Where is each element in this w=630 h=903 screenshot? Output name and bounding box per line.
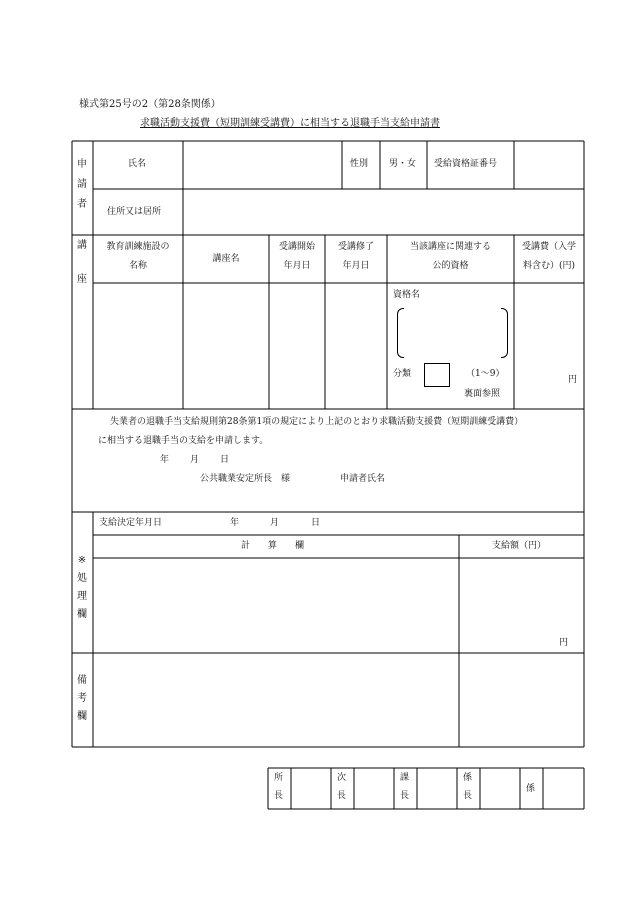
remarks-side-field[interactable]	[460, 654, 583, 746]
applicant-signature-label: 申請者氏名	[340, 474, 386, 484]
bracket-right	[501, 308, 508, 358]
declaration-month: 月	[190, 455, 200, 465]
decision-day: 日	[311, 518, 321, 528]
reverse-note: 裏面参照	[464, 389, 501, 399]
decision-date-label: 支給決定年月日	[99, 518, 163, 528]
cert-number-label: 受給資格証番号	[434, 159, 498, 169]
gender-choice[interactable]: 男・女	[389, 159, 417, 169]
facility-field[interactable]	[94, 284, 182, 408]
facility-header: 教育訓練施設の 名称	[106, 242, 170, 271]
fee-header: 受講費（入学 料含む）(円)	[521, 242, 576, 271]
declaration-line-2: に相当する退職手当の支給を申請します。	[98, 436, 269, 446]
qualification-name-label: 資格名	[393, 290, 421, 300]
decision-year: 年	[230, 518, 240, 528]
approval-director-label: 所 長	[274, 773, 284, 801]
address-field[interactable]	[185, 190, 583, 234]
office-addressee: 公共職業安定所長 様	[200, 474, 291, 484]
declaration-line-1: 失業者の退職手当支給規則第28条第1項の規定により上記のとおり求職活動支援費（短期訓練受講費）	[110, 417, 524, 427]
end-date-field[interactable]	[326, 284, 386, 408]
name-field[interactable]	[185, 142, 341, 188]
declaration-day: 日	[220, 455, 230, 465]
remarks-section-label: 備 考 欄	[77, 675, 87, 722]
category-label: 分類	[393, 369, 412, 379]
processing-section-label: ※ 処 理 欄	[77, 555, 87, 620]
course-name-header: 講座名	[212, 254, 240, 264]
cert-number-field[interactable]	[515, 142, 583, 188]
start-date-field[interactable]	[270, 284, 324, 408]
calculation-field[interactable]	[94, 559, 458, 652]
address-label: 住所又は居所	[107, 207, 162, 217]
bracket-left	[397, 308, 404, 358]
qualification-header: 当該講座に関連する 公的資格	[409, 242, 491, 271]
form-number: 様式第25号の2（第28条関係）	[79, 99, 221, 110]
approval-staff-stamp[interactable]	[544, 769, 583, 808]
approval-unit-chief-label: 係 長	[463, 773, 473, 801]
approval-deputy-stamp[interactable]	[355, 769, 393, 808]
approval-section-chief-label: 課 長	[400, 773, 410, 801]
approval-deputy-label: 次 長	[337, 773, 347, 801]
declaration-year: 年	[160, 455, 170, 465]
amount-header: 支給額（円）	[492, 541, 547, 551]
approval-unit-chief-stamp[interactable]	[481, 769, 519, 808]
approval-section-chief-stamp[interactable]	[418, 769, 456, 808]
decision-month: 月	[270, 518, 280, 528]
gender-label: 性別	[350, 159, 369, 169]
course-section-label: 講 座	[77, 240, 87, 285]
approval-director-stamp[interactable]	[292, 769, 330, 808]
fee-field[interactable]	[515, 284, 583, 408]
approval-staff-label: 係	[526, 784, 536, 794]
category-range: （1～9）	[466, 369, 505, 379]
end-date-header: 受講修了 年月日	[337, 242, 374, 271]
name-label: 氏名	[128, 159, 147, 169]
applicant-signature-field[interactable]	[395, 470, 575, 490]
start-date-header: 受講開始 年月日	[278, 242, 315, 271]
category-box[interactable]	[424, 363, 450, 387]
applicant-section-label: 申 請 者	[77, 159, 87, 210]
amount-yen-unit: 円	[559, 638, 569, 648]
calculation-header: 計 算 欄	[241, 541, 305, 551]
qualification-name-field[interactable]	[405, 309, 499, 355]
remarks-field[interactable]	[94, 654, 458, 746]
fee-yen-unit: 円	[568, 375, 578, 385]
course-name-field[interactable]	[184, 284, 268, 408]
form-title: 求職活動支援費（短期訓練受講費）に相当する退職手当支給申請書	[140, 118, 440, 129]
